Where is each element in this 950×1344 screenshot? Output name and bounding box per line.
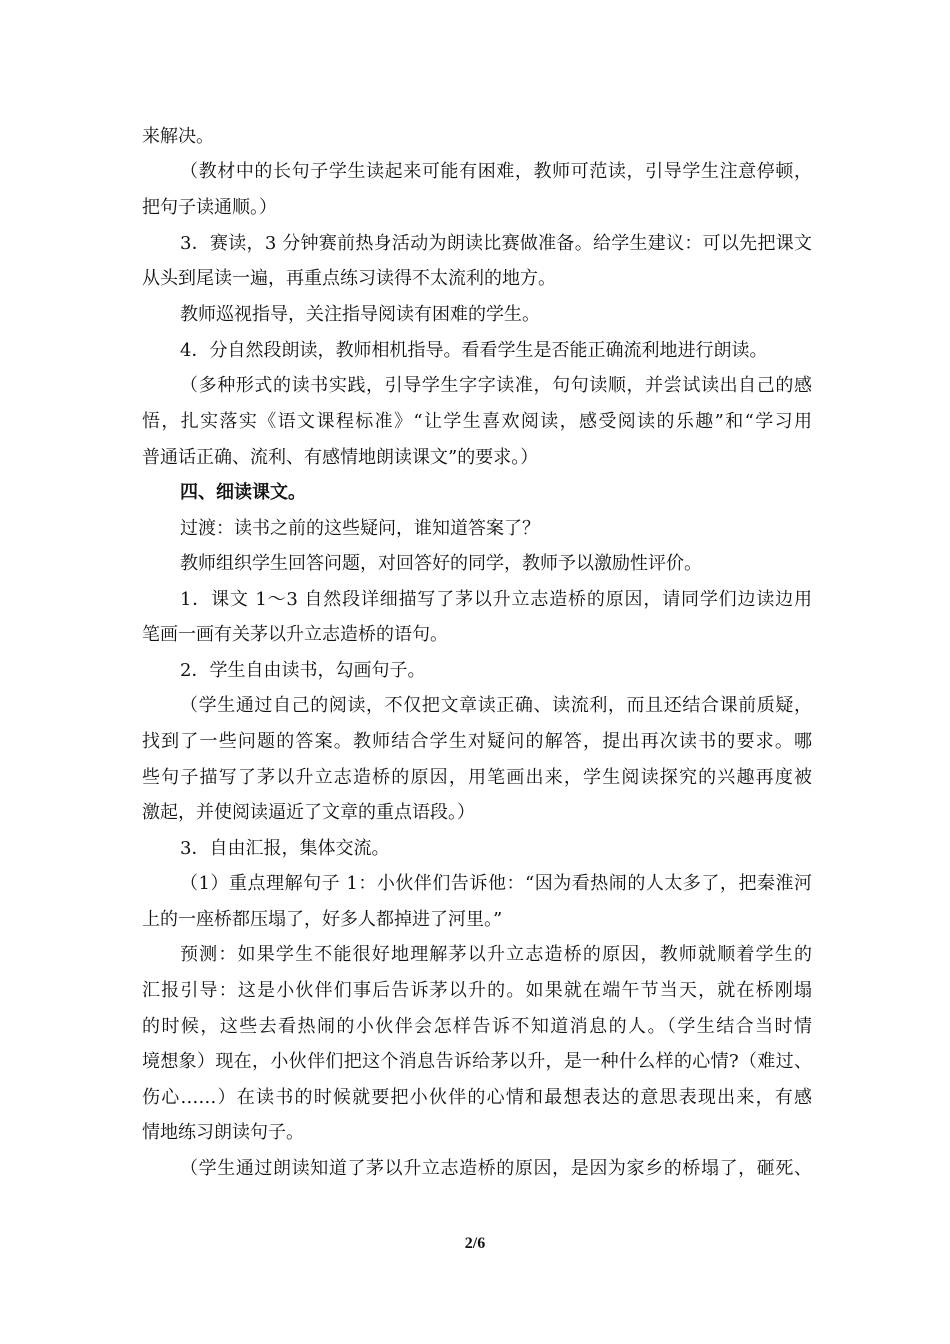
- text-line: 的时候，这些去看热闹的小伙伴会怎样告诉不知道消息的人。（学生结合当时情: [142, 1016, 812, 1037]
- text-line: 教师组织学生回答问题，对回答好的同学，教师予以激励性评价。: [180, 553, 702, 574]
- text-line: 预测：如果学生不能很好地理解茅以升立志造桥的原因，教师就顺着学生的: [180, 944, 812, 965]
- text-line: 教师巡视指导，关注指导阅读有困难的学生。: [180, 304, 540, 325]
- text-line: 来解决。: [142, 126, 214, 147]
- text-line: 情地练习朗读句子。: [142, 1122, 304, 1143]
- text-line: 汇报引导：这是小伙伴们事后告诉茅以升的。如果就在端午节当天，就在桥刚塌: [142, 980, 812, 1001]
- text-line: 3．赛读，3 分钟赛前热身活动为朗读比赛做准备。给学生建议：可以先把课文: [180, 233, 812, 254]
- text-line: 笔画一画有关茅以升立志造桥的语句。: [142, 624, 448, 645]
- text-line: （学生通过自己的阅读，不仅把文章读正确、读流利，而且还结合课前质疑，: [180, 695, 812, 716]
- text-line: 3．自由汇报，集体交流。: [180, 838, 390, 859]
- text-line: 从头到尾读一遍，再重点练习读得不太流利的地方。: [142, 268, 556, 289]
- text-line: 些句子描写了茅以升立志造桥的原因，用笔画出来，学生阅读探究的兴趣再度被: [142, 767, 812, 788]
- text-line: 过渡：读书之前的这些疑问，谁知道答案了？: [180, 518, 540, 539]
- text-line: （1）重点理解句子 1：小伙伴们告诉他：“因为看热闹的人太多了，把秦淮河: [180, 873, 812, 894]
- text-line: 1．课文 1～3 自然段详细描写了茅以升立志造桥的原因，请同学们边读边用: [180, 589, 812, 610]
- page-number: 2/6: [464, 1235, 486, 1252]
- text-line: 2．学生自由读书，勾画句子。: [180, 660, 426, 681]
- text-line: （教材中的长句子学生读起来可能有困难，教师可范读，引导学生注意停顿，: [180, 161, 812, 182]
- text-line: 把句子读通顺。）: [142, 197, 277, 218]
- text-line: 激起，并使阅读逼近了文章的重点语段。）: [142, 802, 475, 823]
- text-line: 悟，扎实落实《语文课程标准》“让学生喜欢阅读，感受阅读的乐趣”和“学习用: [142, 411, 812, 432]
- text-line: 上的一座桥都压塌了，好多人都掉进了河里。”: [142, 909, 503, 930]
- text-line: 伤心……）在读书的时候就要把小伙伴的心情和最想表达的意思表现出来，有感: [142, 1087, 812, 1108]
- text-line: （学生通过朗读知道了茅以升立志造桥的原因，是因为家乡的桥塌了，砸死、: [180, 1158, 812, 1179]
- text-line: 普通话正确、流利、有感情地朗读课文”的要求。）: [142, 447, 539, 468]
- text-line: 找到了一些问题的答案。教师结合学生对疑问的解答，提出再次读书的要求。哪: [142, 731, 812, 752]
- text-line: 4．分自然段朗读，教师相机指导。看看学生是否能正确流利地进行朗读。: [180, 340, 768, 361]
- text-line: 境想象）现在，小伙伴们把这个消息告诉给茅以升，是一种什么样的心情?（难过、: [142, 1051, 812, 1072]
- text-line: （多种形式的读书实践，引导学生字字读准，句句读顺，并尝试读出自己的感: [180, 375, 812, 396]
- section-heading: 四、细读课文。: [180, 482, 306, 503]
